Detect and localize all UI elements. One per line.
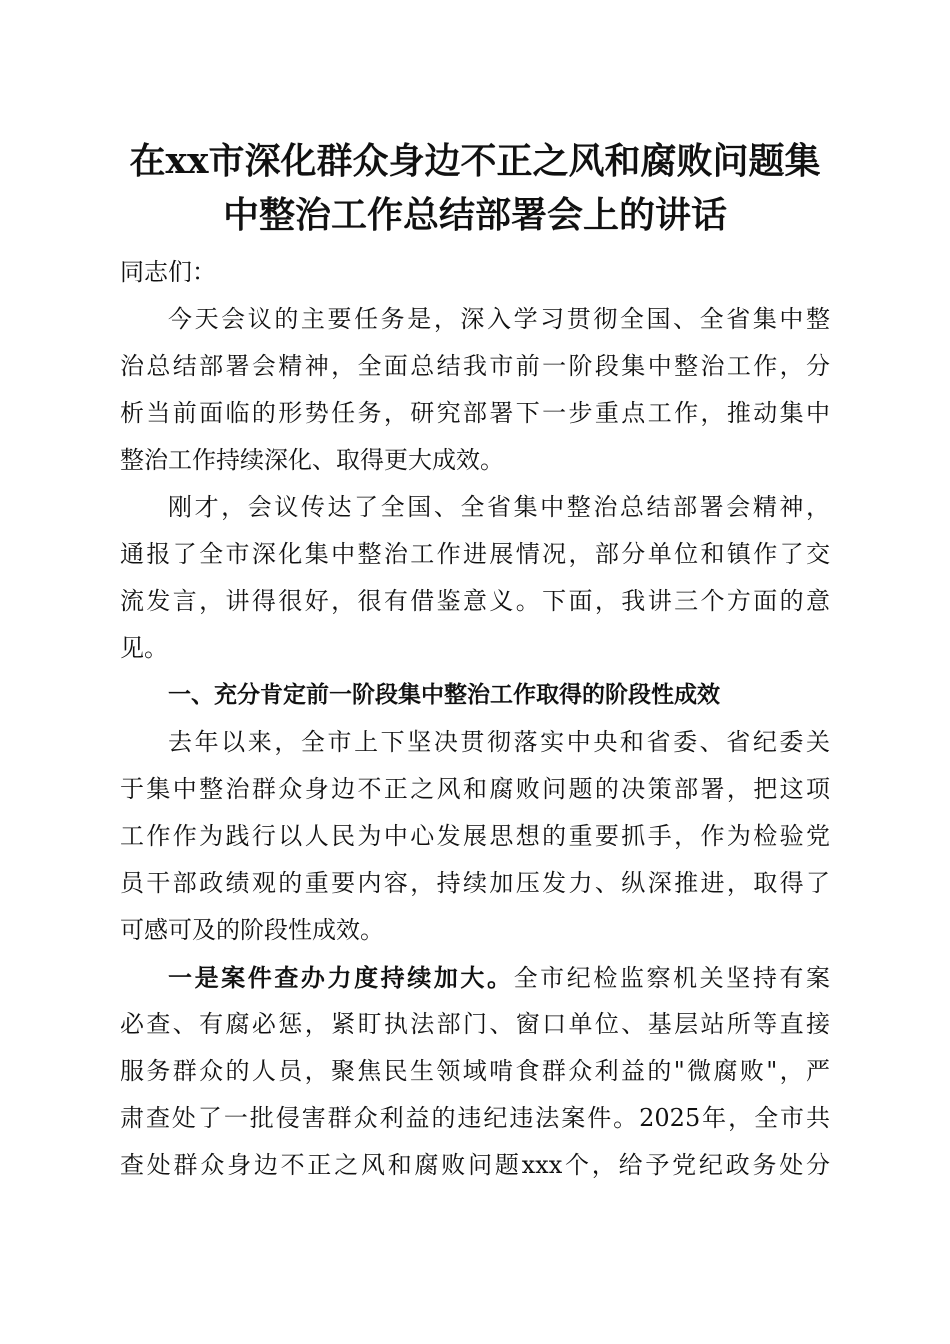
paragraph-meeting-summary bbox=[120, 484, 830, 672]
paragraph-line: 去年以来，全市上下坚决贯彻落实中央和省委、省纪委关 bbox=[168, 728, 830, 756]
paragraph-line-rest: 全市纪检监察机关坚持有案 bbox=[513, 964, 831, 992]
paragraph-line: 查处群众身边不正之风和腐败问题xxx个，给予党纪政务处分 bbox=[120, 1151, 830, 1179]
title-line-2: 中整治工作总结部署会上的讲话 bbox=[222, 194, 727, 236]
title-line-1: 在xx市深化群众身边不正之风和腐败问题集 bbox=[129, 140, 821, 182]
paragraph-opening-task bbox=[120, 296, 830, 484]
paragraph-line: 整治工作持续深化、取得更大成效。 bbox=[120, 446, 504, 474]
paragraph-line: 通报了全市深化集中整治工作进展情况，部分单位和镇作了交 bbox=[120, 540, 830, 568]
paragraph-achievements bbox=[120, 719, 830, 954]
paragraph-line: 服务群众的人员，聚焦民生领域啃食群众利益的"微腐败"，严 bbox=[120, 1057, 830, 1085]
paragraph-line: 治总结部署会精神，全面总结我市前一阶段集中整治工作，分 bbox=[120, 352, 830, 380]
paragraph-line: 必查、有腐必惩，紧盯执法部门、窗口单位、基层站所等直接 bbox=[120, 1010, 830, 1038]
paragraph-line: 员干部政绩观的重要内容，持续加压发力、纵深推进，取得了 bbox=[120, 869, 830, 897]
paragraph-line: 流发言，讲得很好，很有借鉴意义。下面，我讲三个方面的意 bbox=[120, 587, 830, 615]
paragraph-line: 析当前面临的形势任务，研究部署下一步重点工作，推动集中 bbox=[120, 399, 830, 427]
paragraph-line: 今天会议的主要任务是，深入学习贯彻全国、全省集中整 bbox=[168, 305, 830, 333]
paragraph-line: 于集中整治群众身边不正之风和腐败问题的决策部署，把这项 bbox=[120, 775, 830, 803]
paragraph-line: 工作作为践行以人民为中心发展思想的重要抓手，作为检验党 bbox=[120, 822, 830, 850]
paragraph-line: 刚才，会议传达了全国、全省集中整治总结部署会精神， bbox=[168, 493, 830, 521]
paragraph-line: 肃查处了一批侵害群众利益的违纪违法案件。2025年，全市共 bbox=[120, 1104, 830, 1132]
document-body bbox=[120, 249, 830, 1189]
section-heading-1: 一、充分肯定前一阶段集中整治工作取得的阶段性成效 bbox=[168, 682, 720, 708]
paragraph-line: 见。 bbox=[120, 634, 168, 662]
document-title bbox=[100, 134, 850, 242]
paragraph-line bbox=[120, 954, 830, 1001]
paragraph-lead-sentence: 一是案件查办力度持续加大。 bbox=[168, 963, 514, 992]
salutation: 同志们： bbox=[120, 258, 216, 286]
paragraph-line: 可感可及的阶段性成效。 bbox=[120, 916, 384, 944]
paragraph-case-investigation bbox=[120, 954, 830, 1189]
